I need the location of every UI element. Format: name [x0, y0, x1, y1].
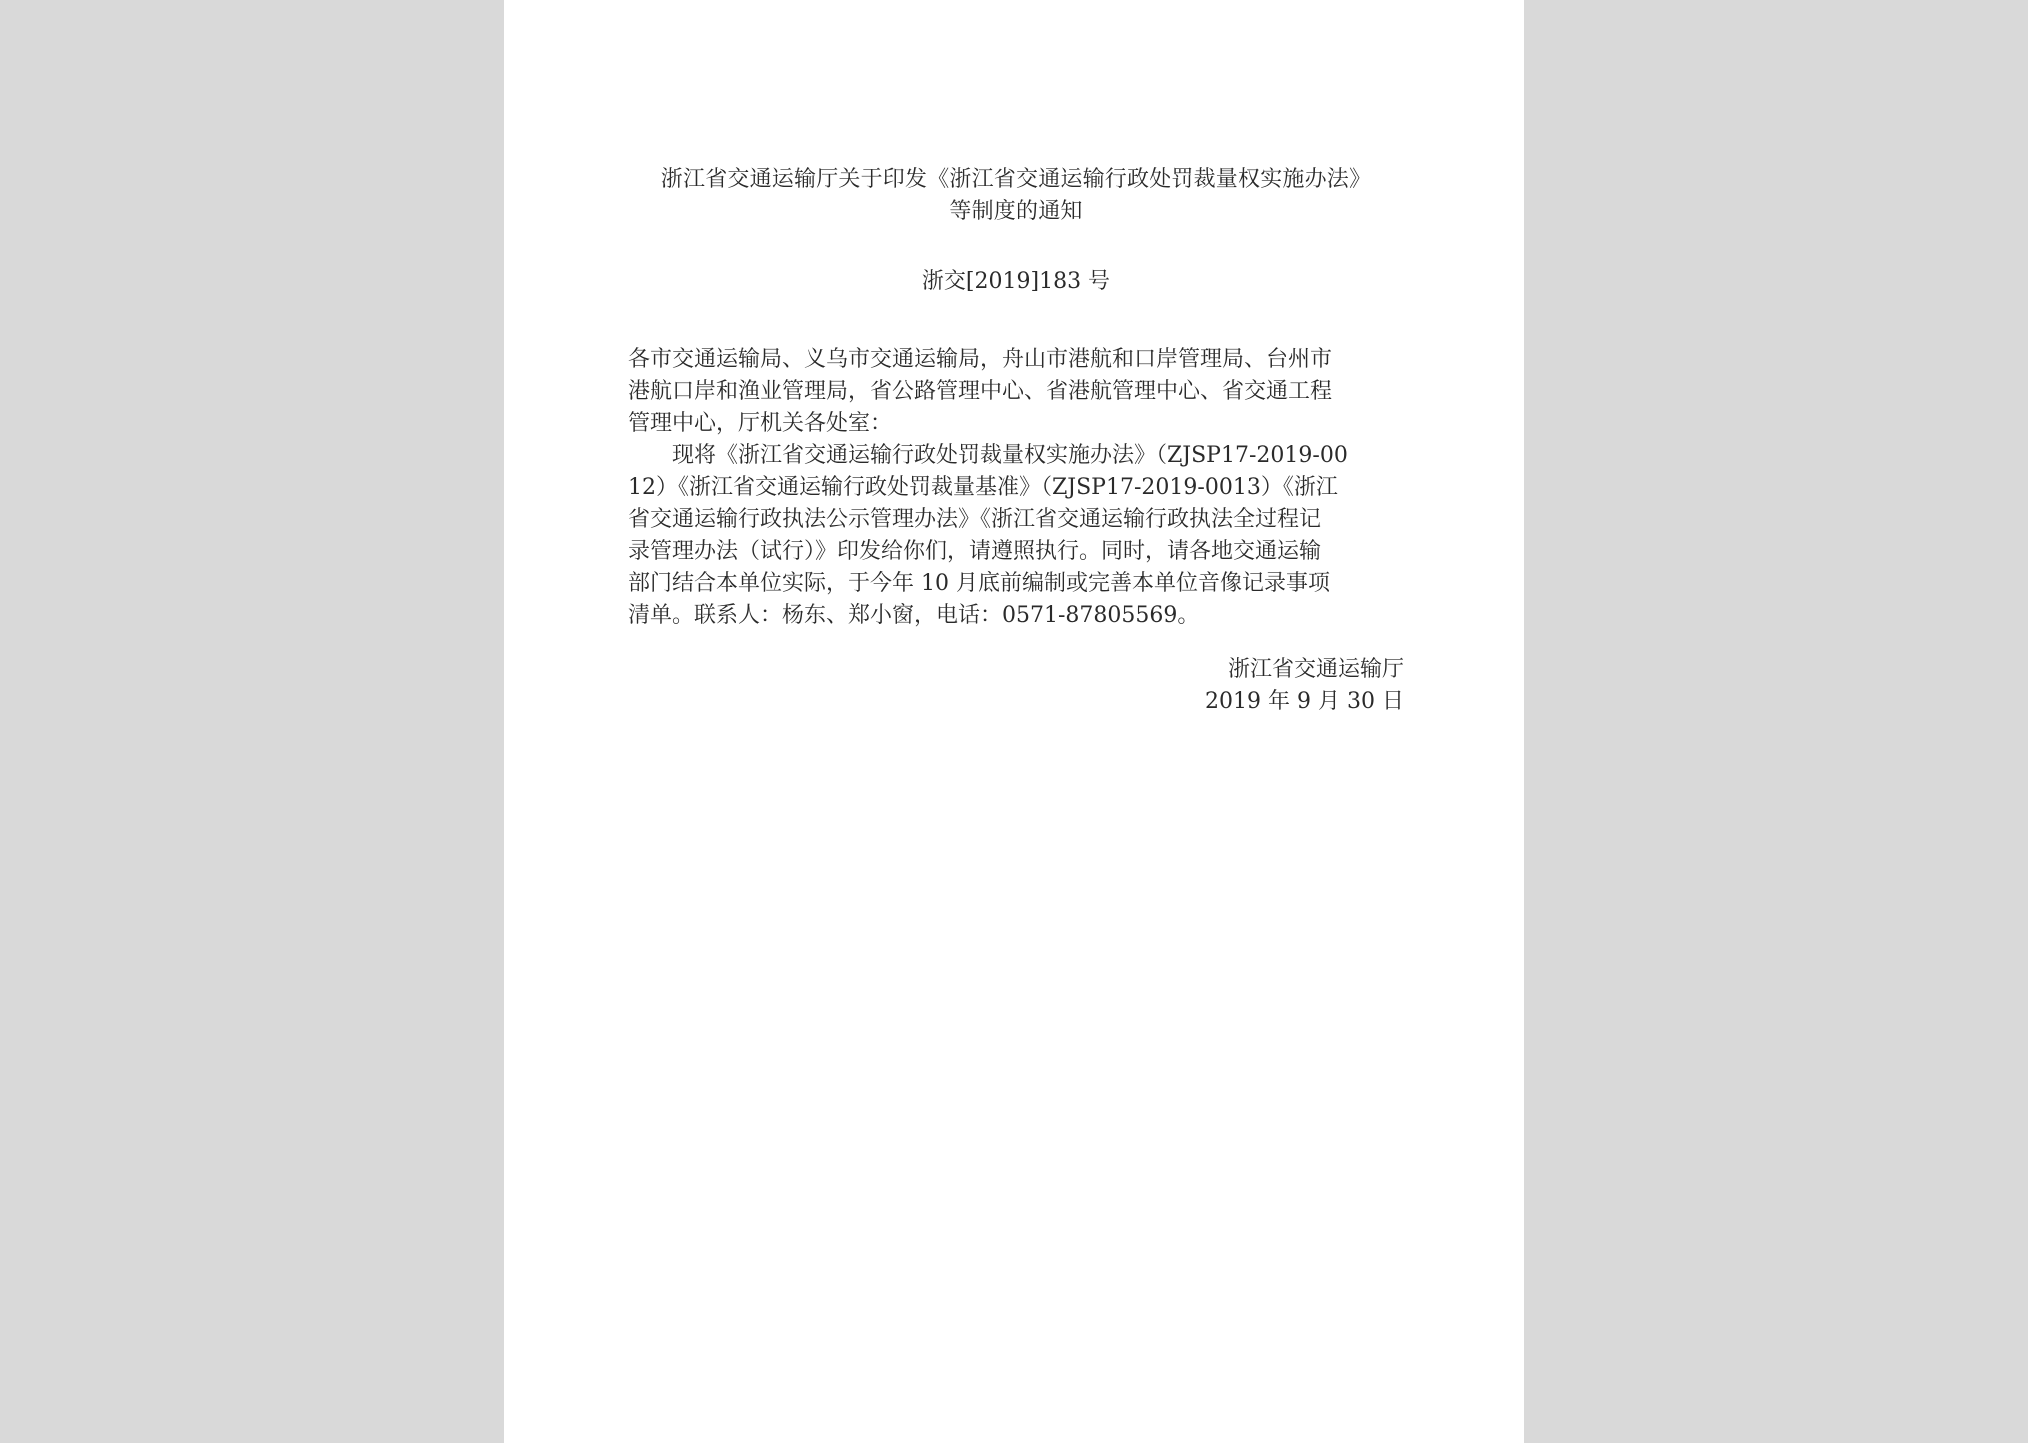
- document-content: [628, 164, 1404, 718]
- recipients-line-1: 各市交通运输局、义乌市交通运输局，舟山市港航和口岸管理局、台州市: [628, 347, 1333, 372]
- recipients-line-3: 管理中心，厅机关各处室：: [628, 411, 893, 436]
- body-paragraph: [628, 440, 1404, 632]
- body-line-6: 清单。联系人：杨东、郑小窗，电话：0571-87805569。: [628, 603, 1200, 628]
- body-line-5: 部门结合本单位实际，于今年 10 月底前编制或完善本单位音像记录事项: [628, 571, 1330, 596]
- title-line-2: 等制度的通知: [949, 199, 1083, 224]
- body-line-1: 现将《浙江省交通运输行政处罚裁量权实施办法》（ZJSP17-2019-00: [628, 443, 1348, 468]
- body-line-4: 录管理办法（试行）》印发给你们，请遵照执行。同时，请各地交通运输: [628, 539, 1322, 564]
- document-page: [504, 0, 1524, 1443]
- title-line-1: 浙江省交通运输厅关于印发《浙江省交通运输行政处罚裁量权实施办法》: [660, 167, 1372, 192]
- recipients-paragraph: [628, 344, 1404, 440]
- document-title: [628, 164, 1404, 228]
- body-line-3: 省交通运输行政执法公示管理办法》《浙江省交通运输行政执法全过程记: [628, 507, 1322, 532]
- signature-block: [628, 654, 1404, 718]
- document-number: 浙交[2019]183 号: [921, 269, 1111, 294]
- issuer-name: 浙江省交通运输厅: [1227, 657, 1404, 682]
- issue-date: 2019 年 9 月 30 日: [1205, 689, 1404, 714]
- recipients-line-2: 港航口岸和渔业管理局，省公路管理中心、省港航管理中心、省交通工程: [628, 379, 1333, 404]
- body-line-2: 12）《浙江省交通运输行政处罚裁量基准》（ZJSP17-2019-0013）《浙江: [628, 475, 1338, 500]
